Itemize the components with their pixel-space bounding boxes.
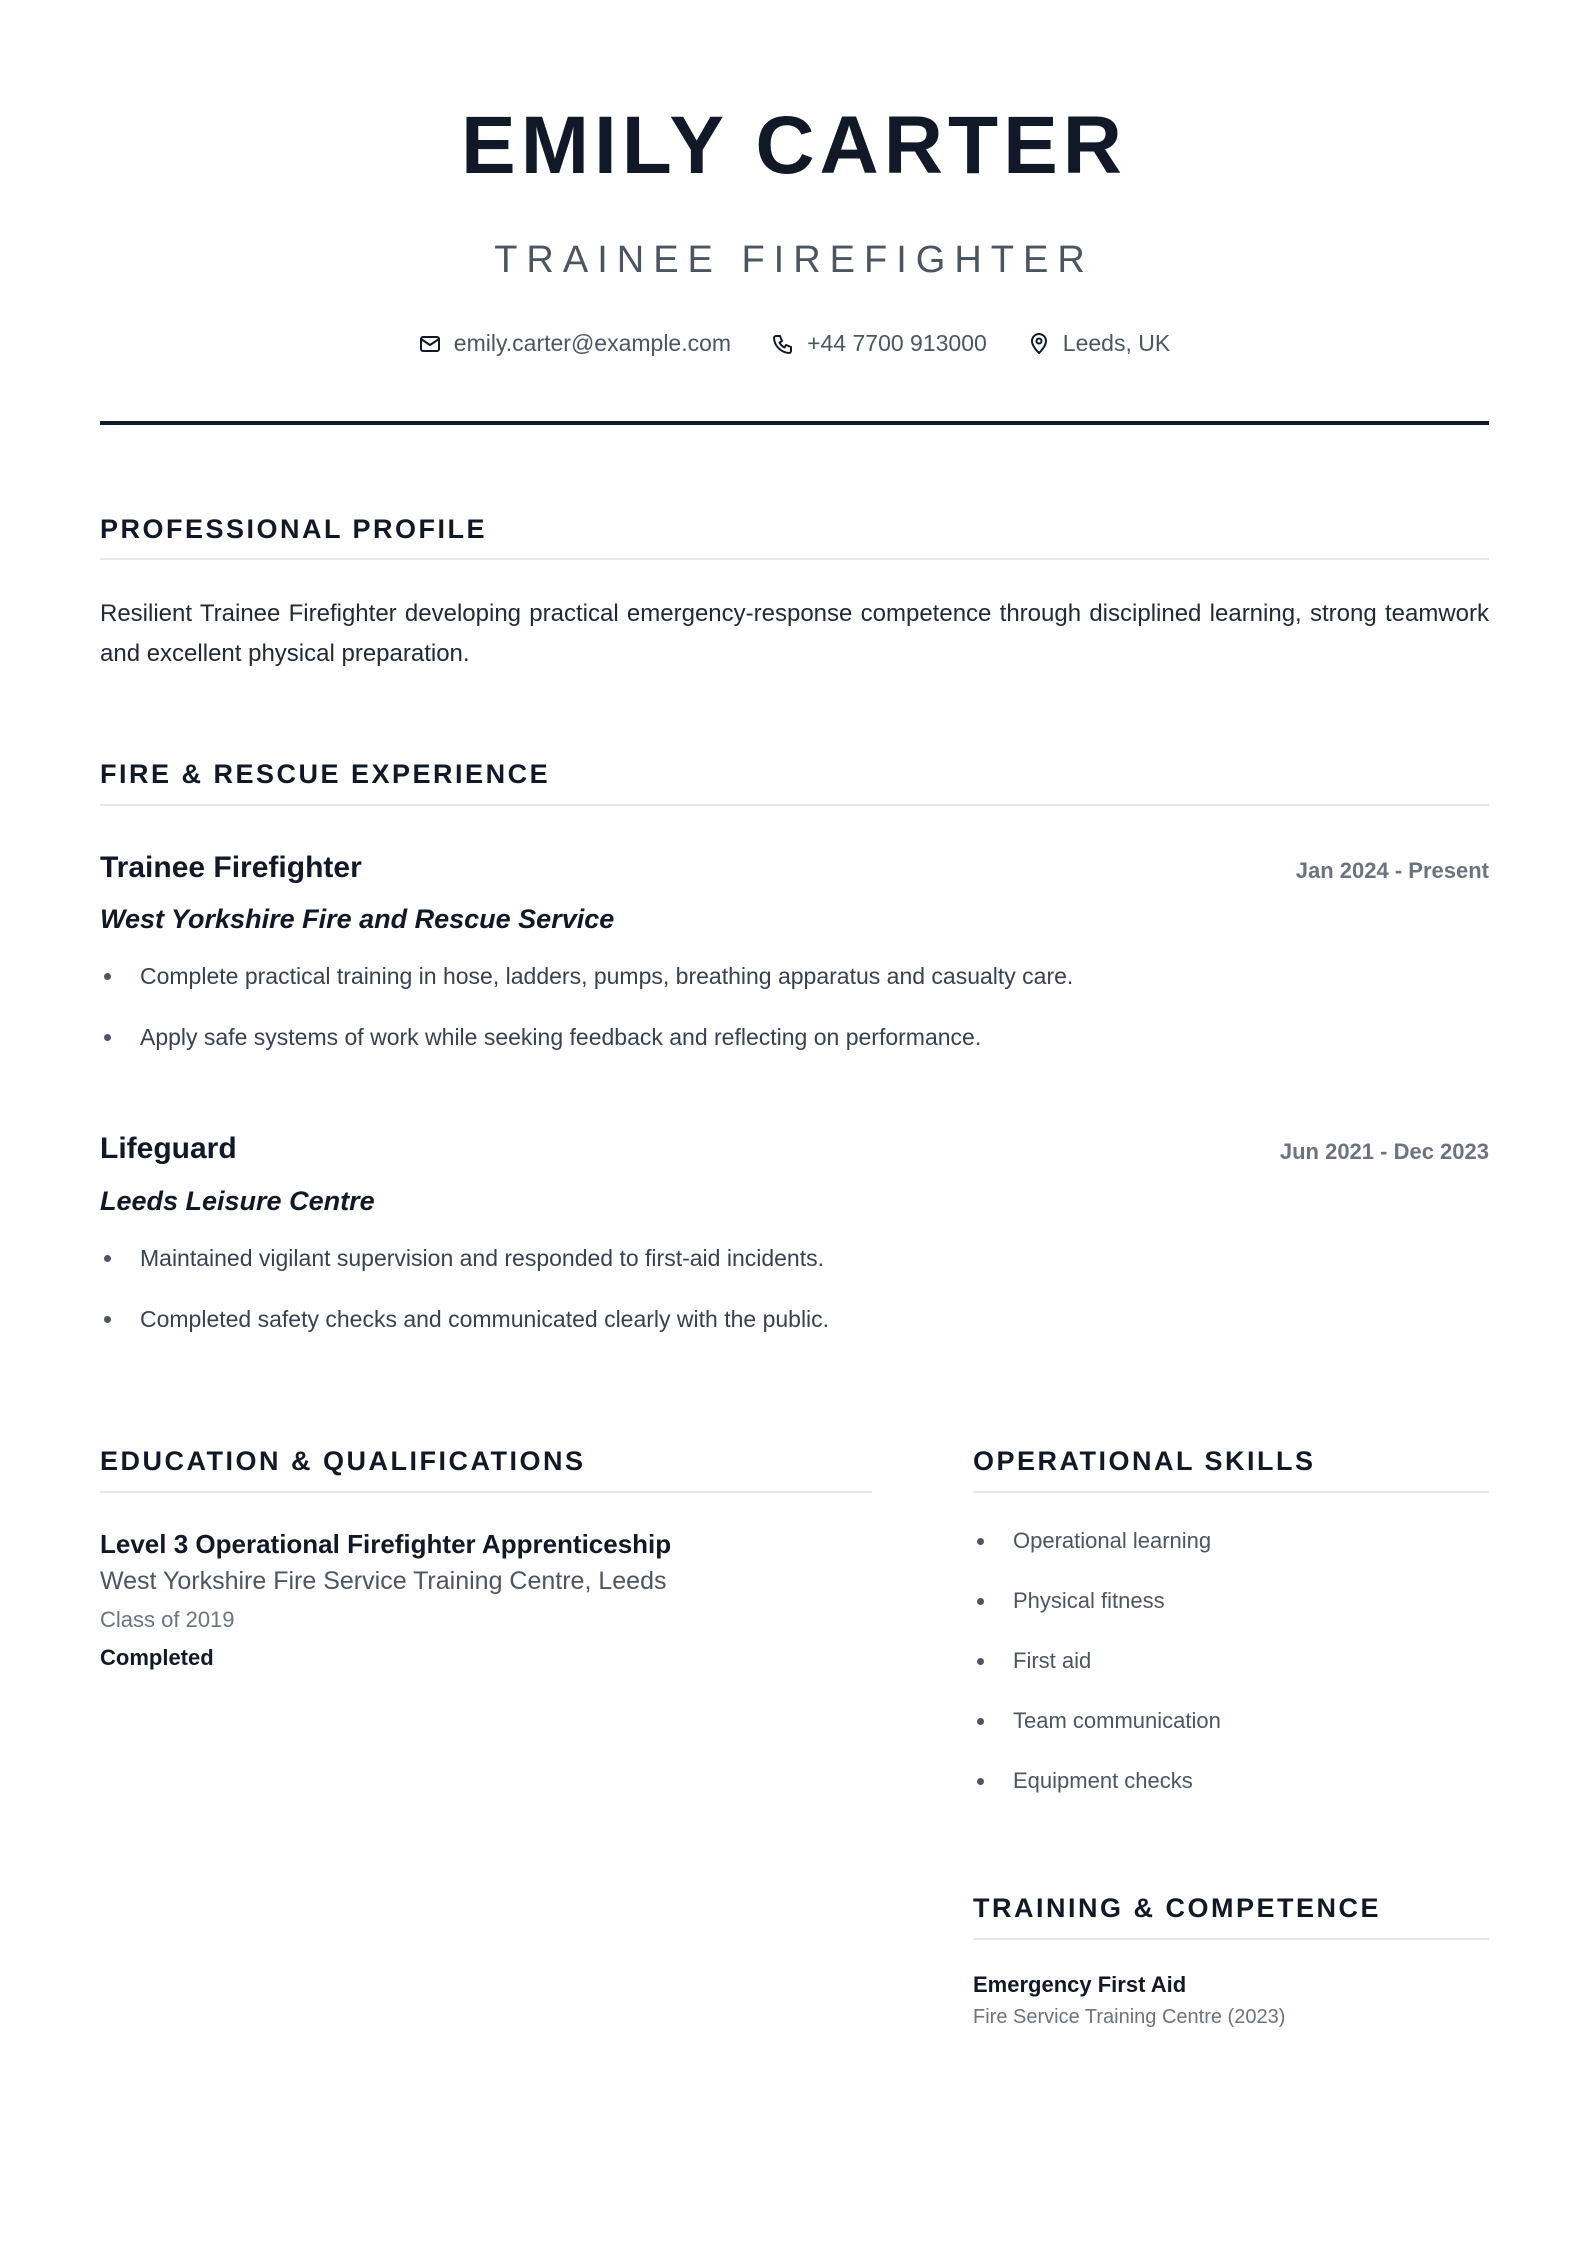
phone-text: +44 7700 913000 — [807, 330, 987, 356]
skills-section-divider — [973, 1491, 1489, 1493]
profile-text: Resilient Trainee Firefighter developing practical emergency-response competence through disciplined learning, strong teamwork and excellent physical preparation. — [100, 600, 1489, 667]
training-item-title: Emergency First Aid — [973, 1972, 1187, 1997]
qualification-class: Class of 2019 — [100, 1607, 235, 1632]
job-bullet-text: Completed safety checks and communicated clearly with the public. — [140, 1306, 830, 1332]
bullet-dot — [104, 973, 111, 980]
location-pin-icon — [1027, 332, 1051, 356]
bullet-dot — [104, 1255, 111, 1262]
qualification-title: Level 3 Operational Firefighter Apprenticeship — [100, 1529, 672, 1559]
candidate-role: TRAINEE FIREFIGHTER — [494, 239, 1094, 281]
bullet-dot — [977, 1778, 984, 1785]
skill-text: Equipment checks — [1013, 1768, 1193, 1793]
job-bullet-text: Complete practical training in hose, ladders, pumps, breathing apparatus and casualty care. — [140, 963, 1074, 989]
contact-bar — [0, 330, 1588, 357]
phone-icon — [771, 332, 795, 356]
skill-text: Team communication — [1013, 1708, 1221, 1733]
job-date: Jun 2021 - Dec 2023 — [1279, 1139, 1489, 1164]
bullet-dot — [977, 1718, 984, 1725]
job-bullet-text: Maintained vigilant supervision and responded to first-aid incidents. — [140, 1245, 825, 1271]
profile-section-title: PROFESSIONAL PROFILE — [100, 514, 488, 544]
email-text: emily.carter@example.com — [453, 330, 732, 356]
header-divider — [100, 421, 1489, 425]
skill-item — [973, 1590, 1165, 1612]
job-bullet — [100, 965, 1073, 988]
job-organization: Leeds Leisure Centre — [100, 1186, 375, 1216]
skill-item — [973, 1650, 1091, 1672]
experience-section-title: FIRE & RESCUE EXPERIENCE — [100, 759, 551, 789]
contact-location — [1027, 330, 1170, 357]
skill-item — [973, 1530, 1211, 1552]
skill-text: First aid — [1013, 1648, 1092, 1673]
profile-section-divider — [100, 558, 1489, 560]
job-bullet-text: Apply safe systems of work while seeking feedback and reflecting on performance. — [140, 1024, 982, 1050]
education-section-divider — [100, 1491, 872, 1493]
job-date: Jan 2024 - Present — [1295, 858, 1489, 883]
bullet-dot — [977, 1598, 984, 1605]
skill-text: Physical fitness — [1013, 1588, 1165, 1613]
candidate-name: EMILY CARTER — [461, 100, 1127, 191]
location-text: Leeds, UK — [1062, 330, 1171, 356]
job-bullet — [100, 1308, 829, 1331]
bullet-dot — [977, 1538, 984, 1545]
qualification-school: West Yorkshire Fire Service Training Centre, Leeds — [100, 1567, 667, 1595]
education-section-title: EDUCATION & QUALIFICATIONS — [100, 1446, 586, 1476]
bullet-dot — [977, 1658, 984, 1665]
job-organization: West Yorkshire Fire and Rescue Service — [100, 904, 615, 934]
bullet-dot — [104, 1034, 111, 1041]
experience-section-divider — [100, 804, 1489, 806]
skill-item — [973, 1770, 1193, 1792]
training-section-divider — [973, 1938, 1489, 1940]
contact-phone[interactable] — [771, 330, 987, 357]
job-bullet — [100, 1247, 824, 1270]
skill-item — [973, 1710, 1221, 1732]
qualification-status: Completed — [100, 1645, 214, 1670]
job-bullet — [100, 1026, 981, 1049]
mail-icon — [418, 332, 442, 356]
job-title: Lifeguard — [100, 1132, 237, 1165]
contact-email[interactable] — [418, 330, 731, 357]
job-title: Trainee Firefighter — [100, 851, 362, 884]
bullet-dot — [104, 1316, 111, 1323]
training-section-title: TRAINING & COMPETENCE — [973, 1893, 1382, 1923]
training-item-subtitle: Fire Service Training Centre (2023) — [973, 2006, 1286, 2028]
skills-section-title: OPERATIONAL SKILLS — [973, 1446, 1316, 1476]
skill-text: Operational learning — [1013, 1528, 1212, 1553]
